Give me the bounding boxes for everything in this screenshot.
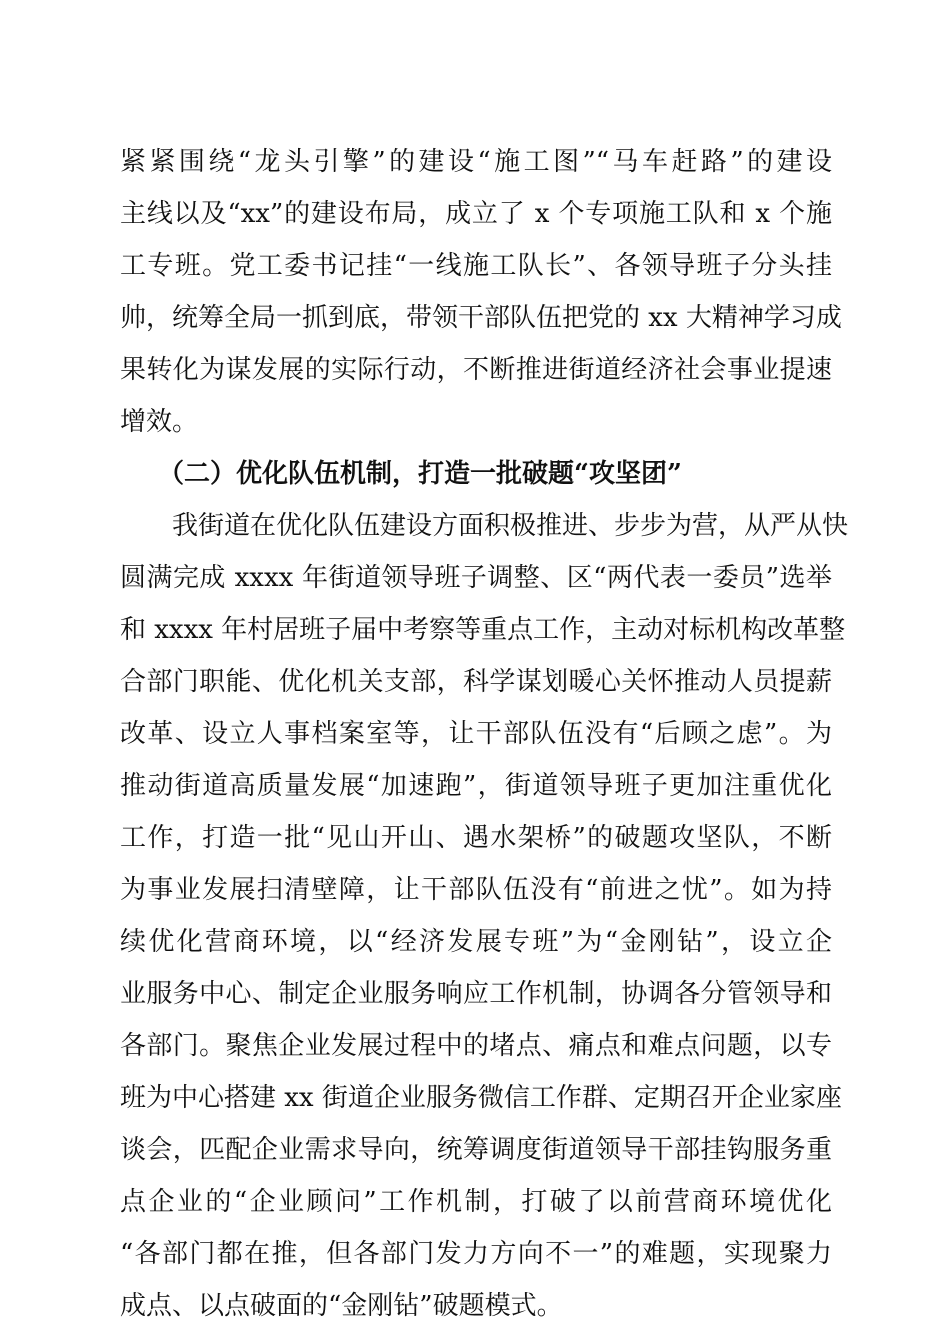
text-line: 谈会，匹配企业需求导向，统筹调度街道领导干部挂钩服务重 [120,1135,832,1165]
text-line: 工作，打造一批“见山开山、遇水架桥”的破题攻坚队，不断 [120,823,832,853]
text-line: 改革、设立人事档案室等，让干部队伍没有“后顾之虑”。为 [120,719,832,749]
text-line: 班为中心搭建 xx 街道企业服务微信工作群、定期召开企业家座 [120,1083,842,1113]
text-line: 紧紧围绕“龙头引擎”的建设“施工图”“马车赶路”的建设 [120,147,832,177]
text-line: 帅，统筹全局一抓到底，带领干部队伍把党的 xx 大精神学习成 [120,303,842,333]
text-line: 续优化营商环境，以“经济发展专班”为“金刚钻”，设立企 [120,927,832,957]
text-line: 工专班。党工委书记挂“一线施工队长”、各领导班子分头挂 [120,251,832,281]
text-line: 圆满完成 xxxx 年街道领导班子调整、区“两代表一委员”选举 [120,563,832,593]
text-line: 业服务中心、制定企业服务响应工作机制，协调各分管领导和 [120,979,832,1009]
text-line: 点企业的“企业顾问”工作机制，打破了以前营商环境优化 [120,1187,832,1217]
text-line: 增效。 [120,407,199,437]
text-line: 成点、以点破面的“金刚钻”破题模式。 [120,1291,563,1321]
text-line: 为事业发展扫清壁障，让干部队伍没有“前进之忧”。如为持 [120,875,832,905]
section-heading: （二）优化队伍机制，打造一批破题“攻坚团” [158,459,682,489]
text-line: 果转化为谋发展的实际行动，不断推进街道经济社会事业提速 [120,355,832,385]
text-line: “各部门都在推，但各部门发力方向不一”的难题，实现聚力 [120,1239,832,1269]
text-line: 我街道在优化队伍建设方面积极推进、步步为营，从严从快 [172,511,849,541]
text-line: 各部门。聚焦企业发展过程中的堵点、痛点和难点问题，以专 [120,1031,832,1061]
text-line: 推动街道高质量发展“加速跑”，街道领导班子更加注重优化 [120,771,832,801]
text-line: 合部门职能、优化机关支部，科学谋划暖心关怀推动人员提薪 [120,667,832,697]
text-line: 主线以及“xx”的建设布局，成立了 x 个专项施工队和 x 个施 [120,199,832,229]
text-line: 和 xxxx 年村居班子届中考察等重点工作，主动对标机构改革整 [120,615,846,645]
